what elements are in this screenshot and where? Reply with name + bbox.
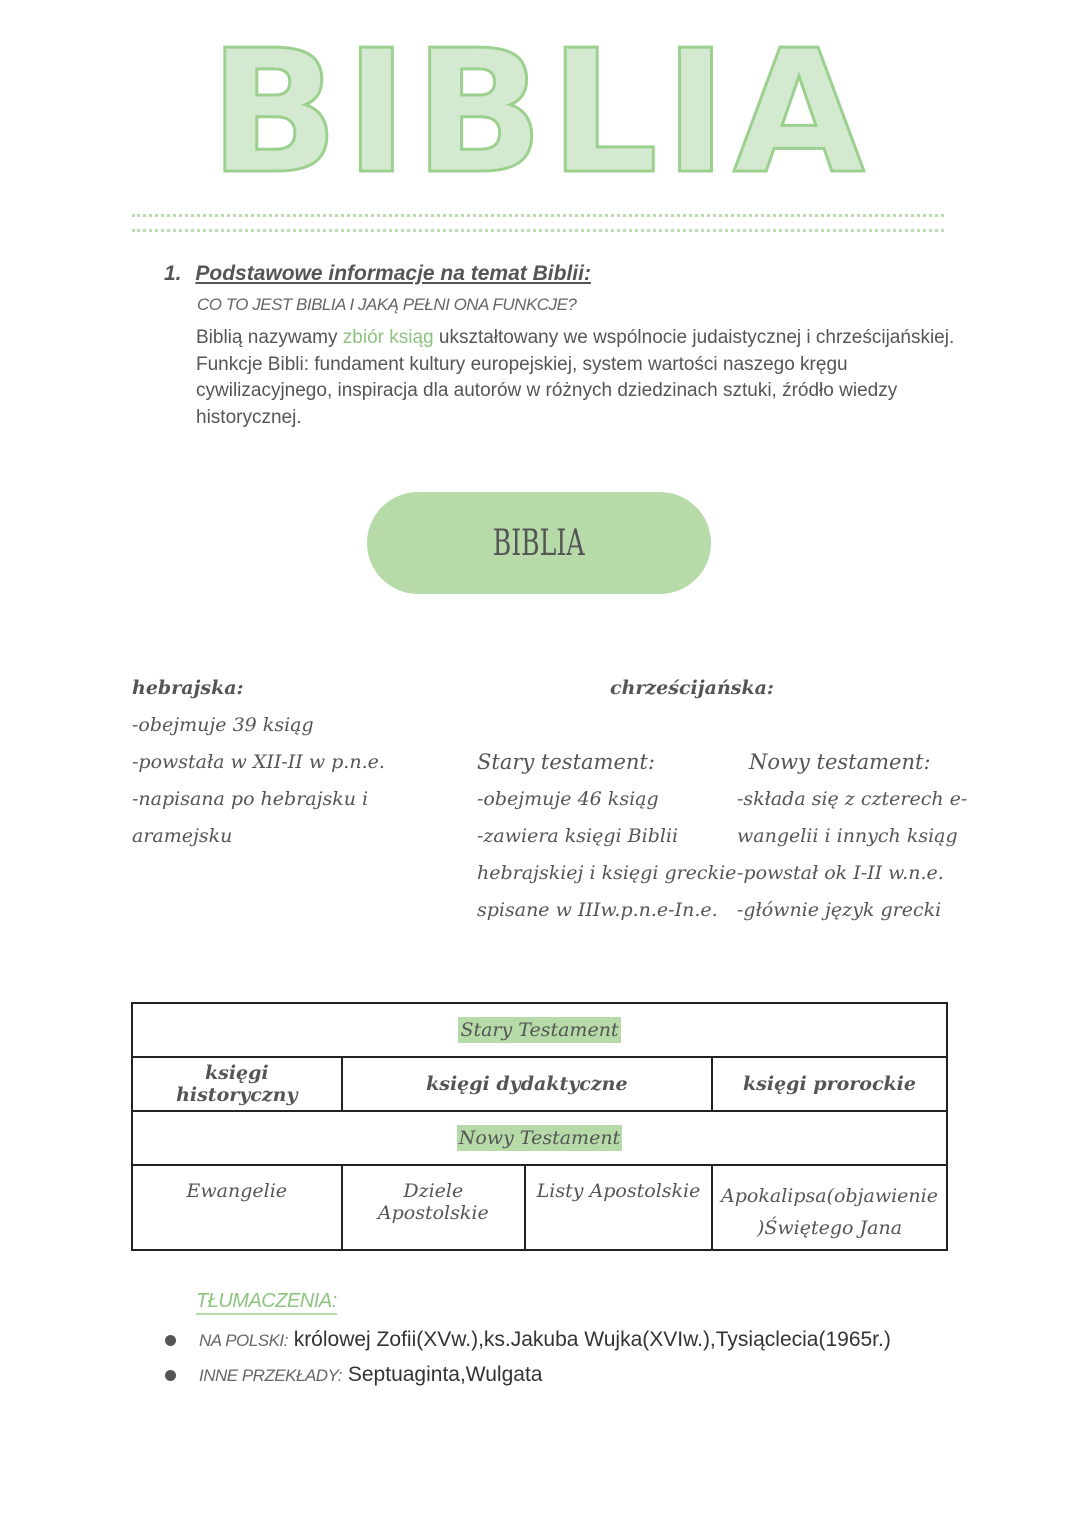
paragraph-text: Biblią nazywamy xyxy=(196,327,343,348)
new-testament-label: Nowy testament: xyxy=(749,750,931,774)
table-cell: Dziele Apostolskie xyxy=(342,1165,525,1250)
section-number: 1. xyxy=(164,262,182,285)
old-testament-line: -zawiera księgi Biblii xyxy=(477,825,679,847)
old-testament-line: hebrajskiej i księgi greckie xyxy=(477,862,737,884)
old-testament-column xyxy=(477,744,736,929)
new-testament-header: Nowy Testament xyxy=(458,1127,621,1149)
item-text: królowej Zofii(XVw.),ks.Jakuba Wujka(XVIw.),Tysiąclecia(1965r.) xyxy=(287,1328,891,1351)
new-testament-line: -powstał ok I-II w.n.e. xyxy=(737,862,944,884)
item-text: Septuaginta,Wulgata xyxy=(342,1363,543,1386)
hebrew-label: hebrajska: xyxy=(132,677,244,699)
table-cell: księgi prorockie xyxy=(712,1057,947,1111)
hebrew-line: -napisana po hebrajsku i xyxy=(132,788,369,810)
translations-heading: TŁUMACZENIA: xyxy=(196,1290,337,1315)
new-testament-line: -składa się z czterech e- xyxy=(737,788,968,810)
dotted-divider xyxy=(132,214,944,232)
table-cell: Apokalipsa(objawienie )Świętego Jana xyxy=(712,1165,947,1250)
old-testament-header: Stary Testament xyxy=(460,1019,619,1041)
new-testament-line: wangelii i innych ksiąg xyxy=(737,825,958,847)
table-cell: księgi historyczny xyxy=(132,1057,342,1111)
paragraph-text: ukształtowany we wspólnocie judaistycznej i chrześcijańskiej. Funkcje Bibli: fundament kultury europejskiej, system wartości naszego kręgu cywilizacyjnego, inspiracja dla autorów w różnych dziedzinach sztuki, źródło wiedzy historycznej. xyxy=(196,327,955,428)
new-testament-column xyxy=(737,744,967,929)
old-testament-line: spisane w IIIw.p.n.e-In.e. xyxy=(477,899,718,921)
item-label: INNE PRZEKŁADY: xyxy=(199,1366,343,1385)
list-item xyxy=(165,1357,891,1392)
table-cell: Listy Apostolskie xyxy=(525,1165,712,1250)
biblia-pill xyxy=(367,492,711,594)
old-testament-label: Stary testament: xyxy=(477,750,655,774)
item-label: NA POLSKI: xyxy=(199,1331,288,1350)
hebrew-line: aramejsku xyxy=(132,825,233,847)
list-item xyxy=(165,1322,891,1357)
hebrew-line: -obejmuje 39 ksiąg xyxy=(132,714,314,736)
section-heading xyxy=(164,262,591,286)
hebrew-line: -powstała w XII-II w p.n.e. xyxy=(132,751,385,773)
table-cell: Ewangelie xyxy=(132,1165,342,1250)
christian-label: chrześcijańska: xyxy=(610,677,774,699)
hebrew-column xyxy=(132,670,385,855)
document-title: BIBLIA xyxy=(209,14,871,212)
new-testament-line: -głównie język grecki xyxy=(737,899,942,921)
highlighted-term: zbiór ksiąg xyxy=(342,327,434,348)
old-testament-line: -obejmuje 46 ksiąg xyxy=(477,788,659,810)
translations-list xyxy=(165,1322,891,1392)
section-paragraph xyxy=(196,325,956,431)
pill-label: BIBLIA xyxy=(493,522,585,564)
books-table xyxy=(131,1002,948,1251)
section-question: CO TO JEST BIBLIA I JAKĄ PEŁNI ONA FUNKCJE? xyxy=(197,295,577,314)
section-title: Podstawowe informacje na temat Biblii: xyxy=(195,262,591,285)
table-cell: księgi dydaktyczne xyxy=(342,1057,712,1111)
